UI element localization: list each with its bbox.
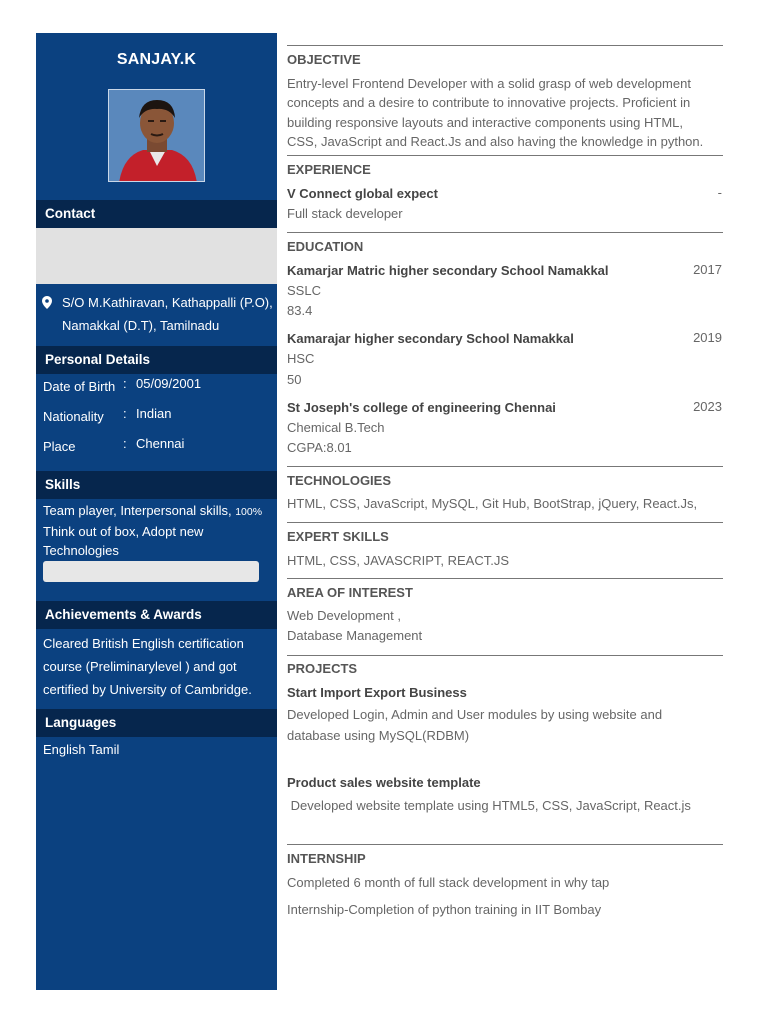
internship-heading: INTERNSHIP [287, 851, 366, 866]
education-score-1: 83.4 [287, 303, 313, 318]
skills-line-2: Think out of box, Adopt new [43, 524, 204, 539]
skills-line-1: Team player, Interpersonal skills, [43, 503, 232, 518]
internship-line-1: Completed 6 month of full stack development in why tap [287, 875, 610, 890]
experience-heading: EXPERIENCE [287, 162, 371, 177]
objective-line-2: concepts and a desire to contribute to innovative projects. Proficient in [287, 95, 691, 111]
skills-line-3: Technologies [43, 543, 119, 558]
projects-heading: PROJECTS [287, 661, 358, 676]
education-school-1: Kamarjar Matric higher secondary School Namakkal [287, 263, 609, 278]
achievements-line-3: certified by University of Cambridge. [43, 682, 252, 697]
project-1-line-2: database using MySQL(RDBM) [287, 728, 470, 743]
project-2-title: Product sales website template [287, 775, 481, 790]
education-year-1: 2017 [693, 262, 722, 277]
project-1-title: Start Import Export Business [287, 685, 467, 700]
personal-details-heading: Personal Details [36, 346, 277, 374]
education-score-2: 50 [287, 372, 302, 387]
experience-date: - [717, 185, 722, 200]
achievements-heading: Achievements & Awards [36, 601, 277, 629]
achievements-line-1: Cleared British English certification [43, 636, 244, 651]
objective-heading: OBJECTIVE [287, 52, 361, 67]
education-school-2: Kamarajar higher secondary School Namakkal [287, 331, 574, 346]
dob-label: Date of Birth [43, 379, 116, 394]
expert-skills-text: HTML, CSS, JAVASCRIPT, REACT.JS [287, 553, 510, 568]
languages-text: English Tamil [43, 742, 120, 757]
dob-colon: : [123, 376, 127, 391]
interest-line-1: Web Development , [287, 608, 401, 623]
interest-line-2: Database Management [287, 628, 423, 643]
education-heading: EDUCATION [287, 239, 364, 254]
objective-line-3: building responsive layouts and interactive components using HTML, [287, 114, 683, 130]
project-2-desc: Developed website template using HTML5, CSS, JavaScript, React.js [287, 798, 691, 813]
divider [287, 45, 723, 46]
achievements-text [43, 632, 273, 701]
skills-percent: 100% [235, 506, 263, 518]
place-label: Place [43, 439, 76, 454]
divider [287, 155, 723, 156]
education-year-3: 2023 [693, 399, 722, 414]
divider [287, 522, 723, 523]
divider [287, 655, 723, 656]
education-year-2: 2019 [693, 330, 722, 345]
skills-heading: Skills [36, 471, 277, 499]
achievements-line-2: course (Preliminarylevel ) and got [43, 659, 237, 674]
contact-heading: Contact [36, 200, 277, 228]
technologies-heading: TECHNOLOGIES [287, 473, 392, 488]
experience-role: Full stack developer [287, 206, 403, 221]
contact-box [36, 228, 277, 284]
languages-heading: Languages [36, 709, 277, 737]
expert-skills-heading: EXPERT SKILLS [287, 529, 389, 544]
interest-heading: AREA OF INTEREST [287, 585, 413, 600]
sidebar [36, 33, 277, 990]
education-level-3: Chemical B.Tech [287, 420, 385, 435]
skills-progress-bar [43, 561, 259, 582]
nationality-value: Indian [136, 406, 172, 421]
address [62, 291, 277, 337]
objective-text [287, 74, 723, 151]
nationality-label: Nationality [43, 409, 104, 424]
education-level-2: HSC [287, 351, 315, 366]
objective-line-4: CSS, JavaScript and React.Js and also having the knowledge in python. [287, 133, 704, 149]
divider [287, 232, 723, 233]
place-value: Chennai [136, 436, 185, 451]
experience-company: V Connect global expect [287, 186, 438, 201]
internship-line-2: Internship-Completion of python training in IIT Bombay [287, 902, 602, 917]
objective-line-1: Entry-level Frontend Developer with a solid grasp of web development [287, 76, 691, 91]
project-1-line-1: Developed Login, Admin and User modules by using website and [287, 707, 663, 722]
education-score-3: CGPA:8.01 [287, 440, 352, 455]
candidate-name: SANJAY.K [116, 51, 197, 68]
divider [287, 466, 723, 467]
education-school-3: St Joseph's college of engineering Chennai [287, 400, 556, 415]
address-line-1: S/O M.Kathiravan, Kathappalli (P.O), [62, 295, 273, 310]
dob-value: 05/09/2001 [136, 376, 202, 391]
divider [287, 844, 723, 845]
location-pin-icon [42, 296, 52, 314]
place-colon: : [123, 436, 127, 451]
profile-photo [108, 89, 205, 182]
skills-text [43, 501, 273, 560]
divider [287, 578, 723, 579]
nationality-colon: : [123, 406, 127, 421]
technologies-text: HTML, CSS, JavaScript, MySQL, Git Hub, BootStrap, jQuery, React.Js, [287, 496, 698, 511]
education-level-1: SSLC [287, 283, 321, 298]
address-line-2: Namakkal (D.T), Tamilnadu [62, 318, 220, 333]
